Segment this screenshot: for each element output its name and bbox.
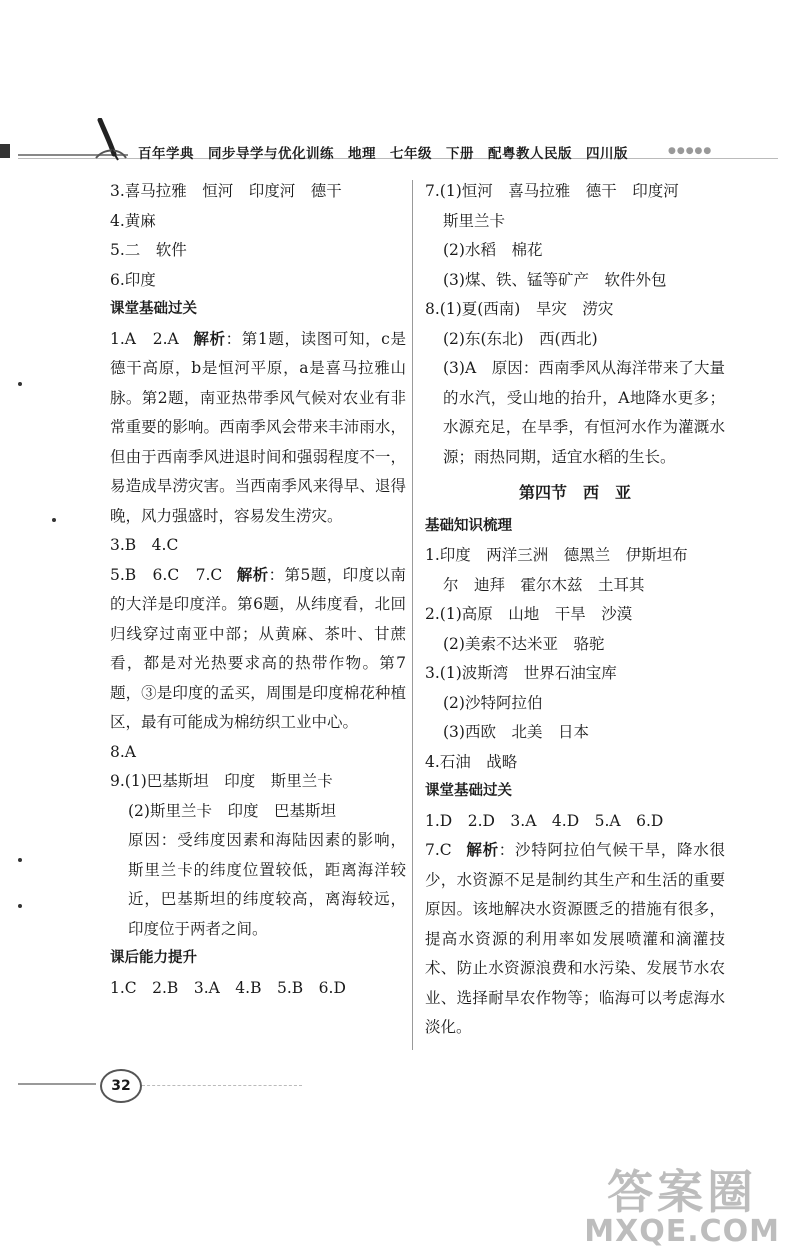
answer-line: 4.石油 战略 xyxy=(425,752,518,771)
section-heading: 课后能力提升 xyxy=(110,950,197,966)
margin-dot xyxy=(18,904,22,908)
answer-keys: 1.A 2.A xyxy=(110,329,179,348)
answer-line: 5.二 软件 xyxy=(110,241,187,259)
watermark-url: MXQE.COM xyxy=(584,1214,780,1249)
answer-line: 8.(1)夏(西南) 旱灾 涝灾 xyxy=(425,300,614,318)
answer-line: 4.黄麻 xyxy=(110,211,156,230)
answer-line: (2)美索不达米亚 骆驼 xyxy=(443,634,605,653)
answer-line: 7.(1)恒河 喜马拉雅 德干 印度河 xyxy=(425,182,679,200)
header-title: 百年学典 同步导学与优化训练 地理 七年级 下册 配粤教人民版 四川版 xyxy=(138,146,628,162)
watermark-logo xyxy=(584,1165,780,1249)
section-heading: 课堂基础过关 xyxy=(110,301,197,317)
margin-dot xyxy=(18,382,22,386)
answer-paragraph: (3)A 原因：西南季风从海洋带来了大量的水汽，受山地的抬升，A地降水更多；水源充足，在旱季，有恒河水作为灌溉水源；雨热同期，适宜水稻的生长。 xyxy=(443,359,725,466)
answer-line: (2)沙特阿拉伯 xyxy=(443,693,543,712)
answer-line: 3.喜马拉雅 恒河 印度河 德干 xyxy=(110,182,342,200)
answer-line: (2)水稻 棉花 xyxy=(443,241,543,259)
analysis-text: ：第1题，读图可知，c是德干高原，b是恒河平原，a是喜马拉雅山脉。第2题，南亚热带季风气候对农业有非常重要的影响。西南季风会带来丰沛雨水，但由于西南季风进退时间和强弱程度不一，易造成旱涝灾害。当西南季风来得早、退得晚，风力强盛时，容易发生涝灾。 xyxy=(110,329,406,525)
answer-line: (3)煤、铁、锰等矿产 软件外包 xyxy=(443,270,667,289)
page-number: 32 xyxy=(100,1069,142,1103)
answer-keys: 5.B 6.C 7.C xyxy=(110,565,223,584)
margin-dot xyxy=(52,518,56,522)
answer-line: 3.B 4.C xyxy=(110,536,179,554)
answer-line: (2)东(东北) 西(西北) xyxy=(443,329,598,348)
answer-paragraph xyxy=(110,325,406,532)
page-header xyxy=(0,118,800,168)
section-heading: 基础知识梳理 xyxy=(425,517,512,534)
answer-line: 3.(1)波斯湾 世界石油宝库 xyxy=(425,664,617,682)
answer-line: 6.印度 xyxy=(110,270,156,289)
answer-line: (2)斯里兰卡 印度 巴基斯坦 xyxy=(128,801,336,820)
answer-line: 1.D 2.D 3.A 4.D 5.A 6.D xyxy=(425,811,664,830)
analysis-text: ：第5题，印度以南的大洋是印度洋。第6题，从纬度看，北回归线穿过南亚中部；从黄麻、茶叶、甘蔗看，都是对光热要求高的热带作物。第7题，③是印度的孟买，周围是印度棉花种植区，最有可能成为棉纺织工业中心。 xyxy=(110,565,406,731)
answer-paragraph xyxy=(110,561,406,738)
page-footer xyxy=(0,1063,800,1103)
answer-line: 8.A xyxy=(110,742,136,761)
answer-paragraph: 原因：受纬度因素和海陆因素的影响，斯里兰卡的纬度位置较低，距离海洋较近，巴基斯坦的纬度较高，离海较远，印度位于两者之间。 xyxy=(128,831,406,938)
analysis-text: ：沙特阿拉伯气候干旱，降水很少，水资源不足是制约其生产和生活的重要原因。该地解决水资源匮乏的措施有很多，提高水资源的利用率如发展喷灌和滴灌技术、防止水资源浪费和水污染、发展节水农业、选择耐旱农作物等；临海可以考虑海水淡化。 xyxy=(425,841,725,1036)
margin-dot xyxy=(18,858,22,862)
header-dots: ●●●●● xyxy=(668,146,713,156)
analysis-label: 解析 xyxy=(236,565,269,584)
answer-paragraph xyxy=(425,836,725,1043)
right-column xyxy=(425,177,725,1043)
analysis-label: 解析 xyxy=(192,329,226,348)
section-title: 第四节 西 亚 xyxy=(518,483,631,502)
column-divider xyxy=(412,180,413,1050)
section-heading: 课堂基础过关 xyxy=(425,783,512,799)
answer-line: 斯里兰卡 xyxy=(443,211,506,230)
answer-line: 1.印度 两洋三洲 德黑兰 伊斯坦布 xyxy=(425,546,688,564)
footer-dashed-rule xyxy=(142,1085,302,1086)
watermark-text: 答案圈 xyxy=(607,1165,758,1219)
left-column xyxy=(110,177,406,1003)
answer-line: (3)西欧 北美 日本 xyxy=(443,723,589,741)
footer-rule xyxy=(18,1083,96,1085)
answer-line: 1.C 2.B 3.A 4.B 5.B 6.D xyxy=(110,978,346,997)
answer-line: 9.(1)巴基斯坦 印度 斯里兰卡 xyxy=(110,772,333,790)
pen-logo-icon xyxy=(90,118,130,164)
header-marker xyxy=(0,144,10,158)
answer-line: 尔 迪拜 霍尔木兹 土耳其 xyxy=(443,575,645,594)
analysis-label: 解析 xyxy=(465,841,499,859)
answer-line: 2.(1)高原 山地 干旱 沙漠 xyxy=(425,605,633,623)
answer-keys: 7.C xyxy=(425,841,452,859)
